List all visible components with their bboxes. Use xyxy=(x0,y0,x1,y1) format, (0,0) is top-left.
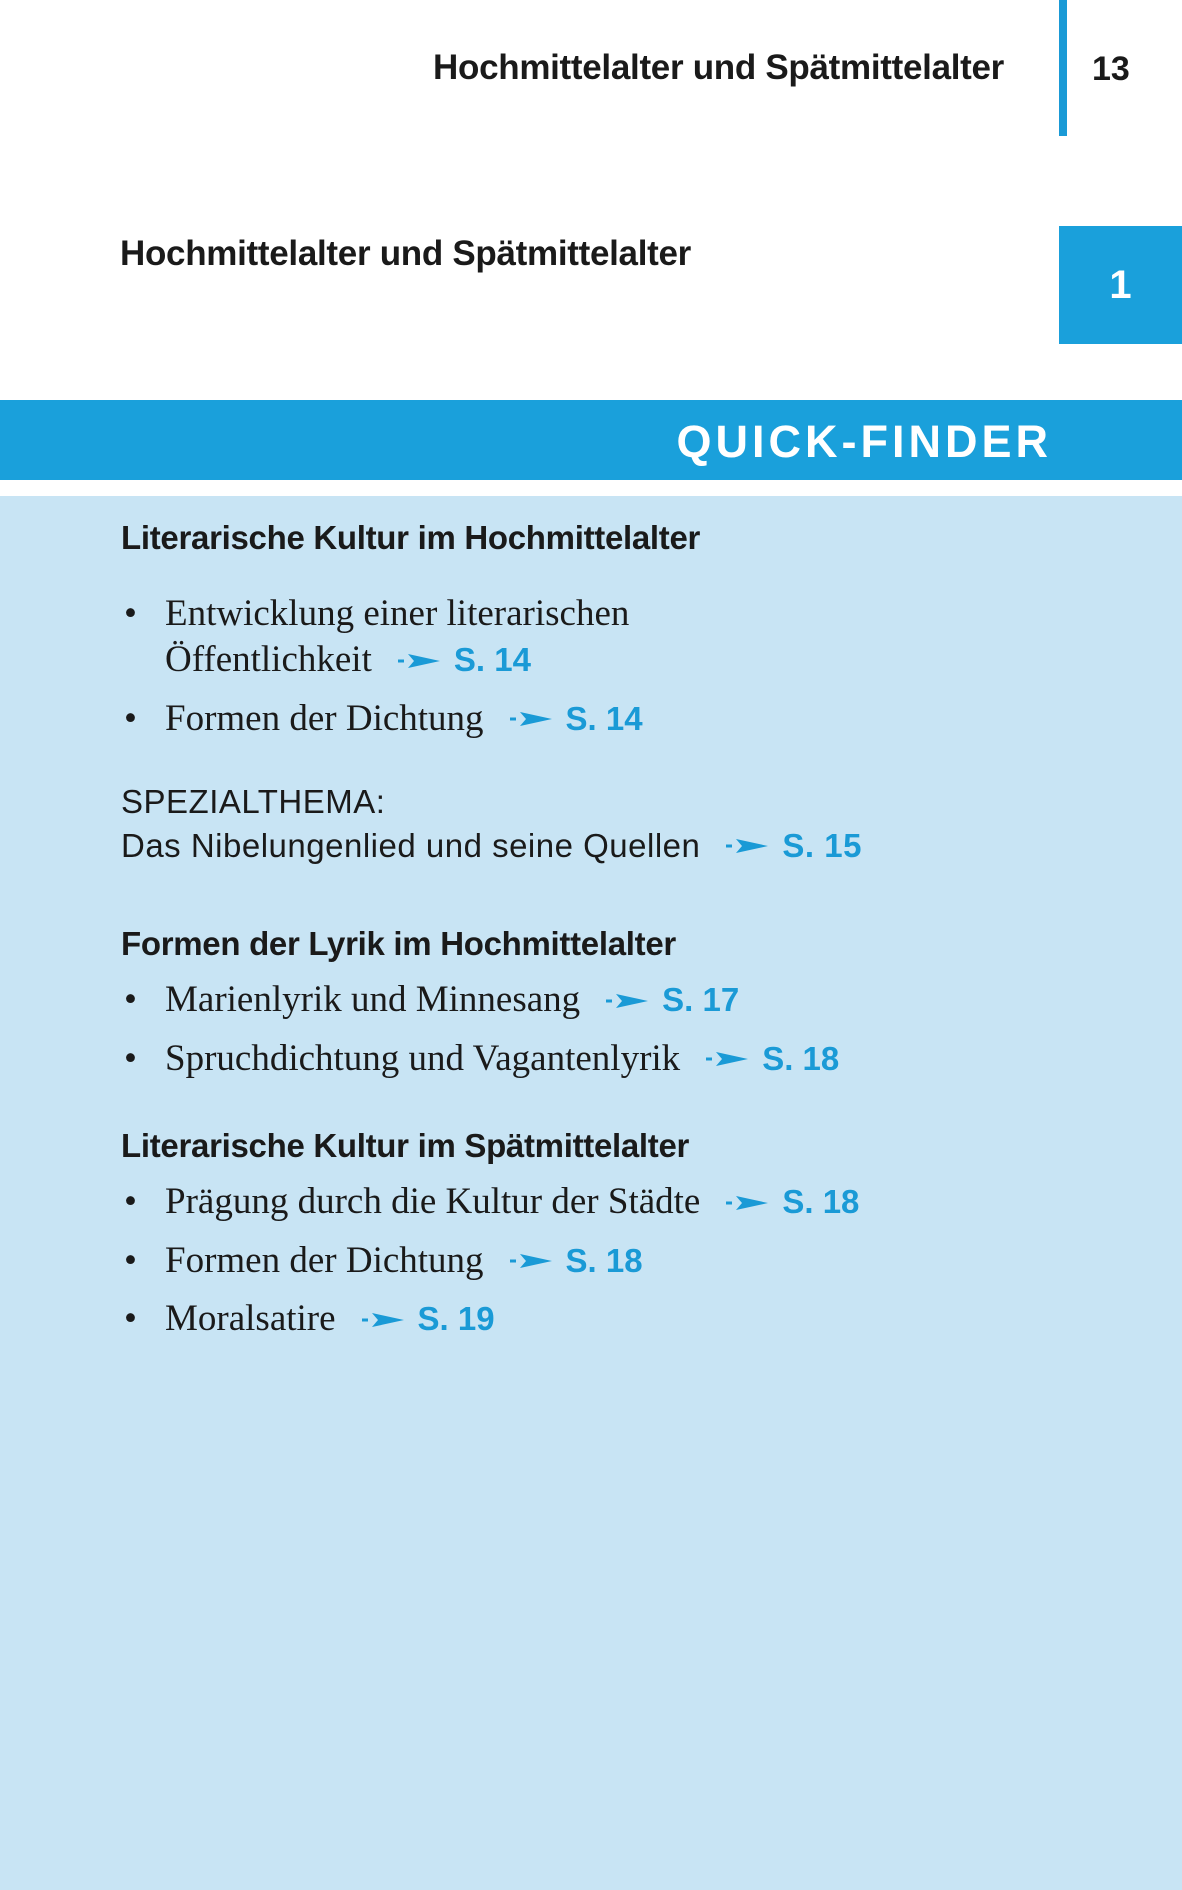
bullet: • xyxy=(124,1239,137,1281)
arrow-right-icon xyxy=(510,1236,554,1282)
arrow-right-icon xyxy=(726,1178,770,1224)
section-heading: Literarische Kultur im Spätmittelalter xyxy=(121,1127,690,1164)
page-reference-link[interactable]: S. 14 xyxy=(565,699,643,737)
list-item[interactable] xyxy=(121,696,700,745)
item-text: Formen der Dichtung xyxy=(165,1239,484,1281)
item-text-continued: Öffentlichkeit xyxy=(165,639,372,680)
special-topic-label: SPEZIALTHEMA: xyxy=(121,783,386,820)
arrow-right-icon xyxy=(362,1295,406,1341)
section-hochmittelalter-kultur xyxy=(121,518,700,744)
bullet: • xyxy=(124,1181,137,1222)
item-text: Marienlyrik und Minnesang xyxy=(165,979,581,1020)
item-text: Spruchdichtung und Vagantenlyrik xyxy=(165,1037,681,1079)
chapter-title: Hochmittelalter und Spätmittelalter xyxy=(120,234,691,273)
running-head: Hochmittelalter und Spätmittelalter xyxy=(433,48,1004,87)
chapter-number: 1 xyxy=(1109,262,1132,307)
arrow-right-icon xyxy=(510,694,554,740)
arrow-right-icon xyxy=(606,976,650,1022)
running-head-rule xyxy=(1059,0,1067,136)
bullet: • xyxy=(124,697,137,739)
section-heading: Formen der Lyrik im Hochmittelalter xyxy=(121,925,676,962)
list-item[interactable] xyxy=(121,591,700,686)
item-text: Formen der Dichtung xyxy=(165,697,484,739)
arrow-right-icon xyxy=(398,636,442,682)
section-spaetmittelalter-kultur xyxy=(121,1126,859,1345)
chapter-tab xyxy=(1059,226,1182,344)
list-item[interactable] xyxy=(121,1238,859,1287)
special-topic-entry[interactable] xyxy=(121,824,862,870)
bullet: • xyxy=(124,1037,137,1079)
page-number: 13 xyxy=(1092,50,1130,88)
special-topic-text: Das Nibelungenlied und seine Quellen xyxy=(121,827,701,864)
list-item[interactable] xyxy=(121,1036,839,1085)
bullet: • xyxy=(124,593,137,634)
list-item[interactable] xyxy=(121,977,839,1026)
bullet: • xyxy=(124,979,137,1020)
list-item[interactable] xyxy=(121,1296,859,1345)
section-lyrik-hochmittelalter xyxy=(121,924,839,1084)
quick-finder-bar xyxy=(0,400,1182,480)
page-reference-link[interactable]: S. 14 xyxy=(453,641,531,678)
page-reference-link[interactable]: S. 18 xyxy=(565,1241,643,1279)
arrow-right-icon xyxy=(726,822,770,866)
page-reference-link[interactable]: S. 18 xyxy=(762,1039,840,1077)
section-heading: Literarische Kultur im Hochmittelalter xyxy=(121,519,701,556)
special-topic xyxy=(121,780,862,870)
arrow-right-icon xyxy=(706,1034,750,1080)
item-text: Prägung durch die Kultur der Städte xyxy=(165,1181,701,1222)
page-reference-link[interactable]: S. 17 xyxy=(662,981,740,1018)
item-text: Moralsatire xyxy=(165,1298,336,1340)
list-item[interactable] xyxy=(121,1179,859,1228)
page-reference-link[interactable]: S. 18 xyxy=(782,1183,860,1220)
page-reference-link[interactable]: S. 15 xyxy=(782,827,862,864)
quick-finder-title: QUICK-FINDER xyxy=(676,416,1052,467)
page-reference-link[interactable]: S. 19 xyxy=(417,1300,495,1338)
bullet: • xyxy=(124,1298,137,1340)
item-text: Entwicklung einer literarischen xyxy=(165,593,630,634)
